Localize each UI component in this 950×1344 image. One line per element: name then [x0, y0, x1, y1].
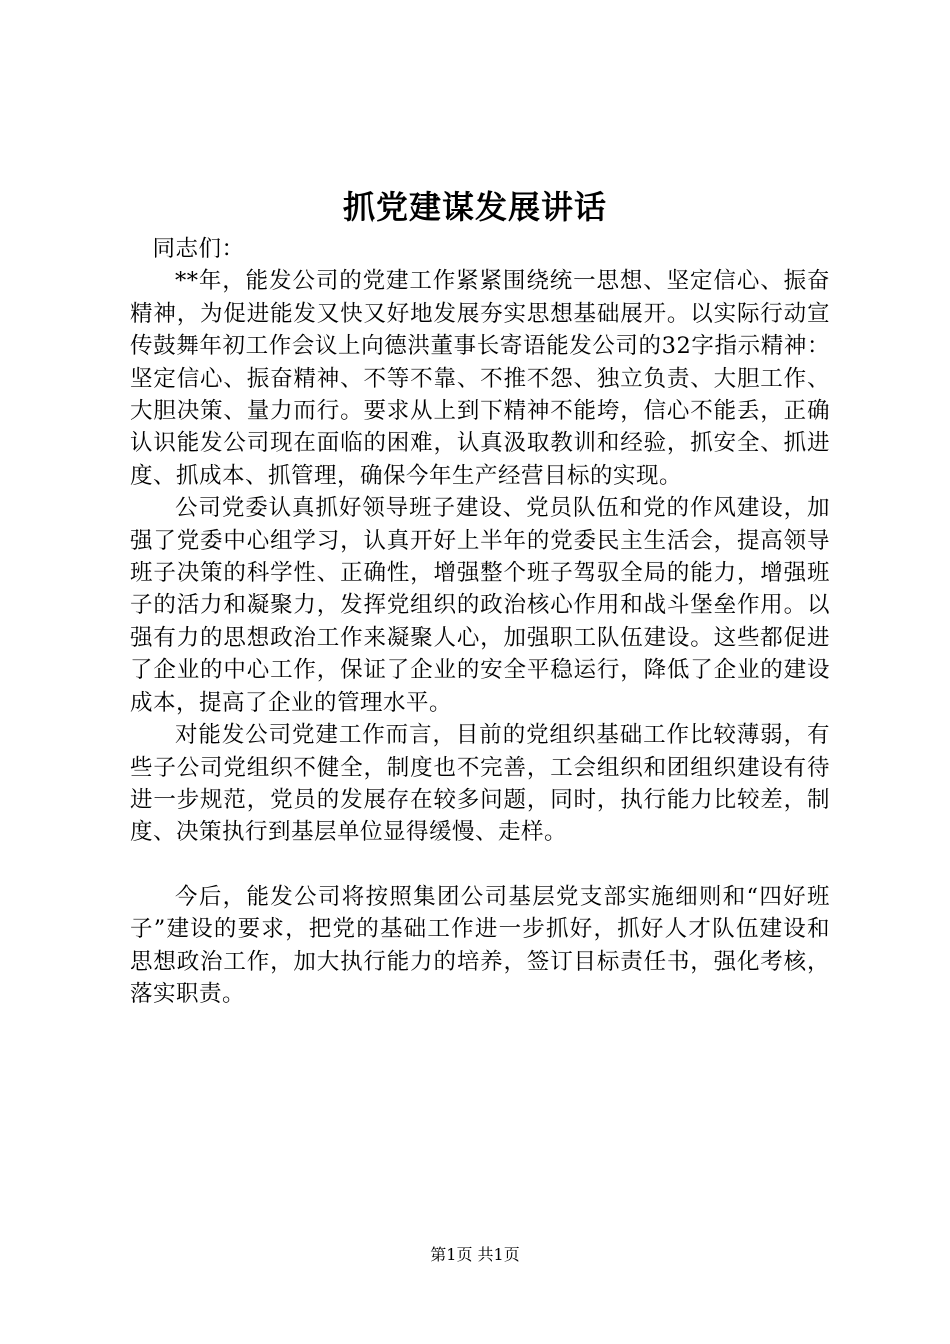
- paragraph-3: 对能发公司党建工作而言，目前的党组织基础工作比较薄弱，有些子公司党组织不健全，制度也不完善，工会组织和团组织建设有待进一步规范，党员的发展存在较多问题，同时，执行能力比较差，制度、决策执行到基层单位显得缓慢、走样。: [130, 722, 830, 846]
- paragraph-4: 今后，能发公司将按照集团公司基层党支部实施细则和“四好班子”建设的要求，把党的基础工作进一步抓好，抓好人才队伍建设和思想政治工作，加大执行能力的培养，签订目标责任书，强化考核，落实职责。: [130, 883, 830, 1007]
- document-title: 抓党建谋发展讲话: [342, 188, 607, 226]
- document-body: [130, 233, 830, 1010]
- paragraph-1: **年，能发公司的党建工作紧紧围绕统一思想、坚定信心、振奋精神，为促进能发又快又好地发展夯实思想基础展开。以实际行动宣传鼓舞年初工作会议上向德洪董事长寄语能发公司的32字指示精神：坚定信心、振奋精神、不等不靠、不推不怨、独立负责、大胆工作、大胆决策、量力而行。要求从上到下精神不能垮，信心不能丢，正确认识能发公司现在面临的困难，认真汲取教训和经验，抓安全、抓进度、抓成本、抓管理，确保今年生产经营目标的实现。: [130, 268, 830, 489]
- page-footer: 第1页 共1页: [430, 1245, 520, 1264]
- salutation: 同志们：: [152, 236, 245, 262]
- paragraph-2: 公司党委认真抓好领导班子建设、党员队伍和党的作风建设，加强了党委中心组学习，认真开好上半年的党委民主生活会，提高领导班子决策的科学性、正确性，增强整个班子驾驭全局的能力，增强班子的活力和凝聚力，发挥党组织的政治核心作用和战斗堡垒作用。以强有力的思想政治工作来凝聚人心，加强职工队伍建设。这些都促进了企业的中心工作，保证了企业的安全平稳运行，降低了企业的建设成本，提高了企业的管理水平。: [130, 495, 830, 716]
